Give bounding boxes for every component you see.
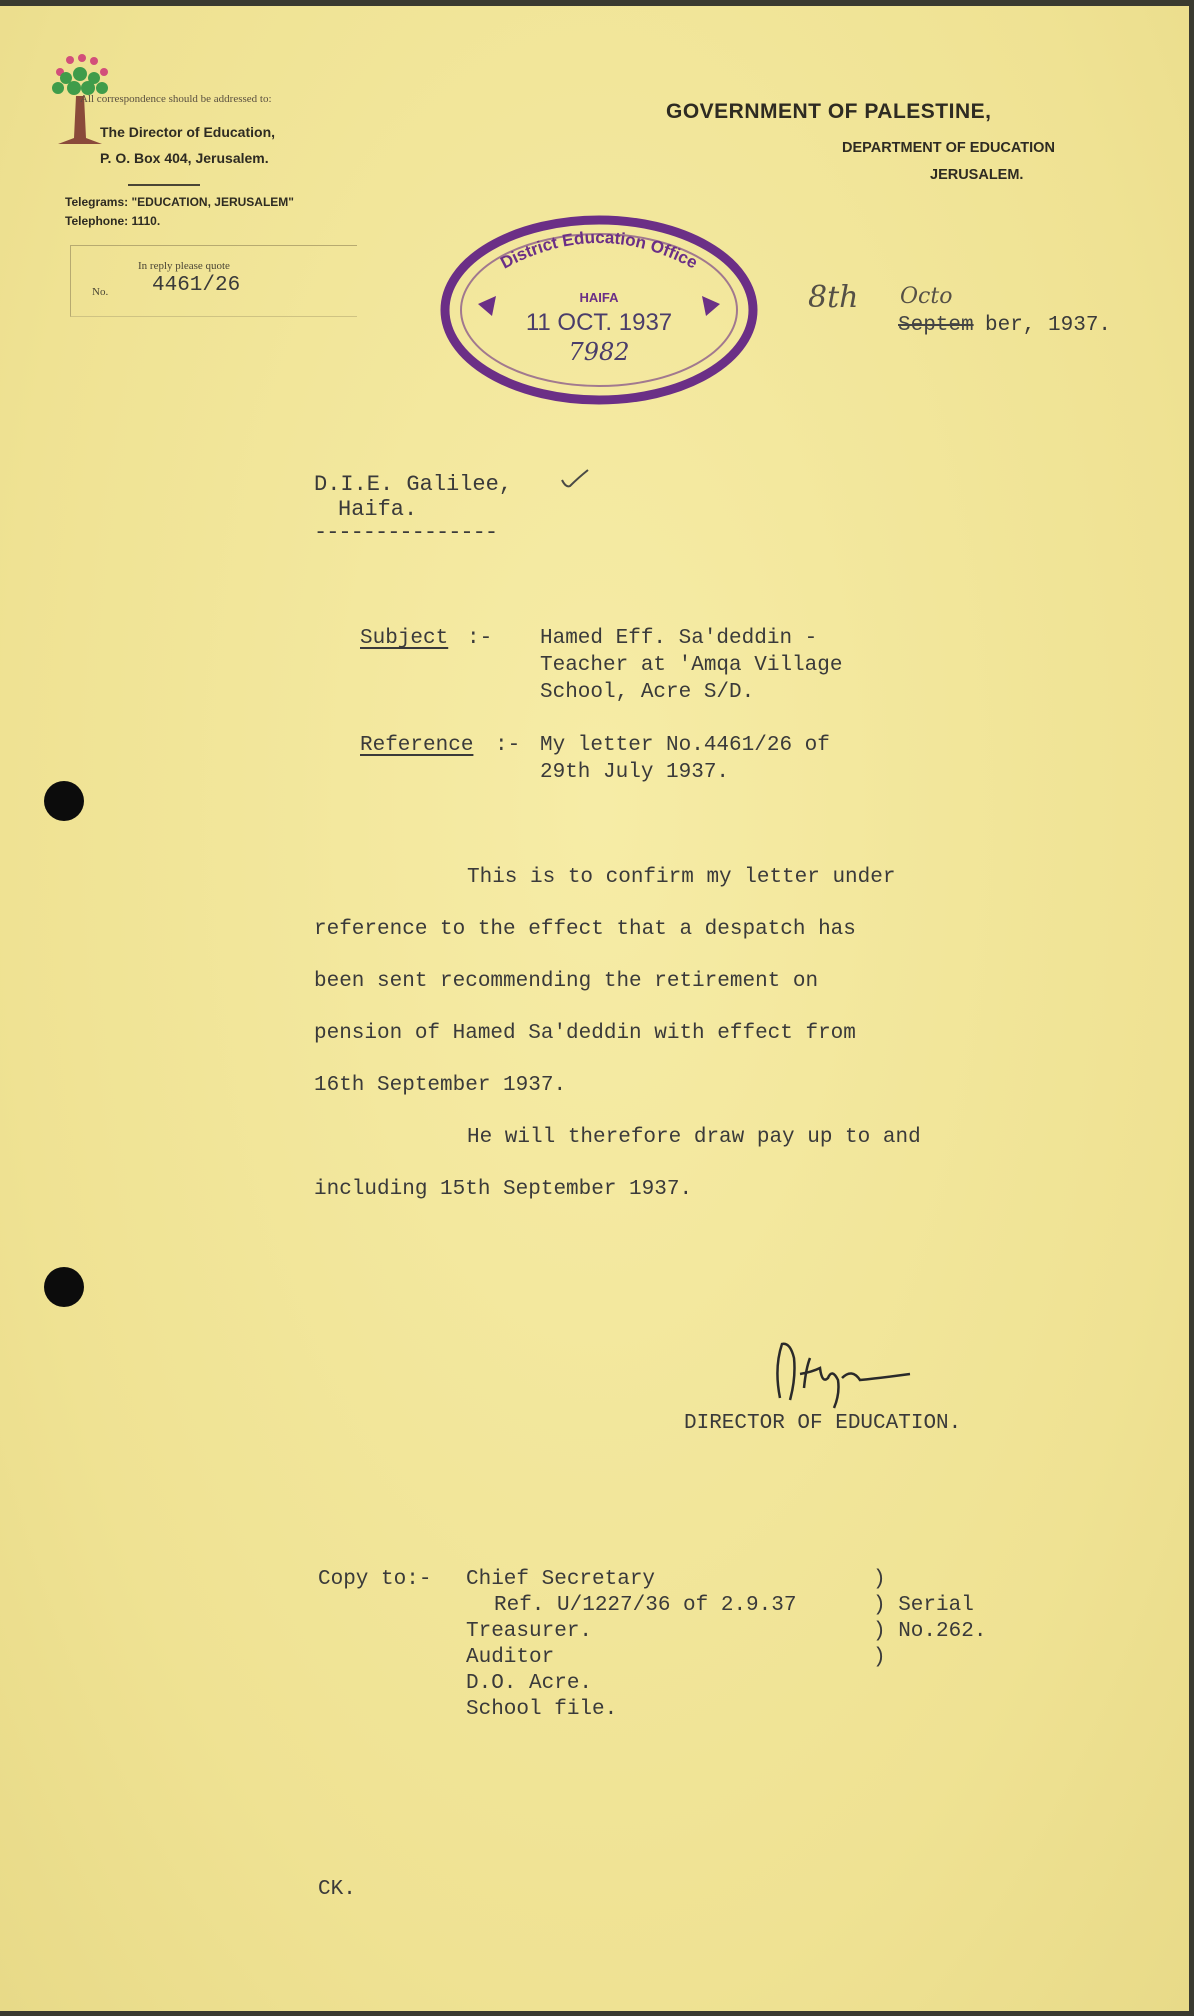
body-line2: reference to the effect that a despatch has [314,918,856,941]
punch-hole [44,1267,84,1307]
stamp-date: 11 OCT. 1937 [525,309,673,336]
body-line1: This is to confirm my letter under [467,866,896,889]
subject-line1: Hamed Eff. Sa'deddin - [540,627,818,650]
subject-line2: Teacher at 'Amqa Village [540,654,843,677]
reference-number: 4461/26 [152,274,241,297]
stamp-top-text: District Education Office [497,227,701,273]
body-line5: 16th September 1937. [314,1074,567,1097]
copy-bracket: ) [873,1568,886,1591]
copy-bracket: ) Serial [873,1594,974,1617]
reference-line1: My letter No.4461/26 of [540,734,830,757]
recipient-divider: --------------- [314,520,498,545]
handwritten-signature [760,1338,920,1416]
government-heading: GOVERNMENT OF PALESTINE, [666,100,992,123]
signature-title: DIRECTOR OF EDUCATION. [684,1412,962,1435]
copy-item: School file. [466,1698,618,1721]
letterhead-divider [128,184,200,186]
date-struck-text: Septem [898,314,974,337]
reference-separator: :- [495,734,521,757]
subject-line3: School, Acre S/D. [540,681,755,704]
tick-mark-icon [560,468,590,490]
copy-bracket: ) No.262. [873,1620,987,1643]
telephone-line: Telephone: 1110. [65,214,161,228]
copy-item: Auditor [466,1646,555,1669]
body-line4: pension of Hamed Sa'deddin with effect from [314,1022,856,1045]
body-line6: He will therefore draw pay up to and [467,1126,921,1149]
punch-hole [44,781,84,821]
subject-separator: :- [467,627,493,650]
stamp-number: 7982 [568,338,630,366]
typist-initials: CK. [318,1878,356,1901]
scan-edge-bottom [0,2011,1194,2016]
copy-item: Ref. U/1227/36 of 2.9.37 [494,1594,797,1617]
reference-line2: 29th July 1937. [540,761,730,784]
scan-edge-right [1189,0,1194,2016]
addressing-note: All correspondence should be addressed to: [80,93,272,105]
copy-bracket: ) [873,1646,886,1669]
no-label: No. [92,286,109,298]
copy-to-label: Copy to:- [318,1568,432,1591]
copy-item: D.O. Acre. [466,1672,593,1695]
telegrams-line: Telegrams: "EDUCATION, JERUSALEM" [65,195,294,209]
date-handwritten-day: 8th [808,280,859,315]
quote-label: In reply please quote [138,260,230,272]
addressee-line2: P. O. Box 404, Jerusalem. [100,150,269,166]
scan-edge-top [0,0,1194,6]
copy-item: Chief Secretary [466,1568,656,1591]
copy-item: Treasurer. [466,1620,593,1643]
body-line3: been sent recommending the retirement on [314,970,819,993]
addressee-line1: The Director of Education, [100,124,276,140]
reference-label: Reference [360,734,474,757]
subject-label: Subject [360,627,449,650]
received-stamp [438,212,760,408]
stamp-city: HAIFA [579,290,619,305]
recipient-line1: D.I.E. Galilee, [314,472,513,497]
body-line7: including 15th September 1937. [314,1178,693,1201]
recipient-line2: Haifa. [338,497,418,522]
date-handwritten-month: Octo [900,284,953,309]
city-heading: JERUSALEM. [930,167,1024,183]
date-typed: ber, 1937. [985,314,1112,337]
department-heading: DEPARTMENT OF EDUCATION [842,140,1055,156]
